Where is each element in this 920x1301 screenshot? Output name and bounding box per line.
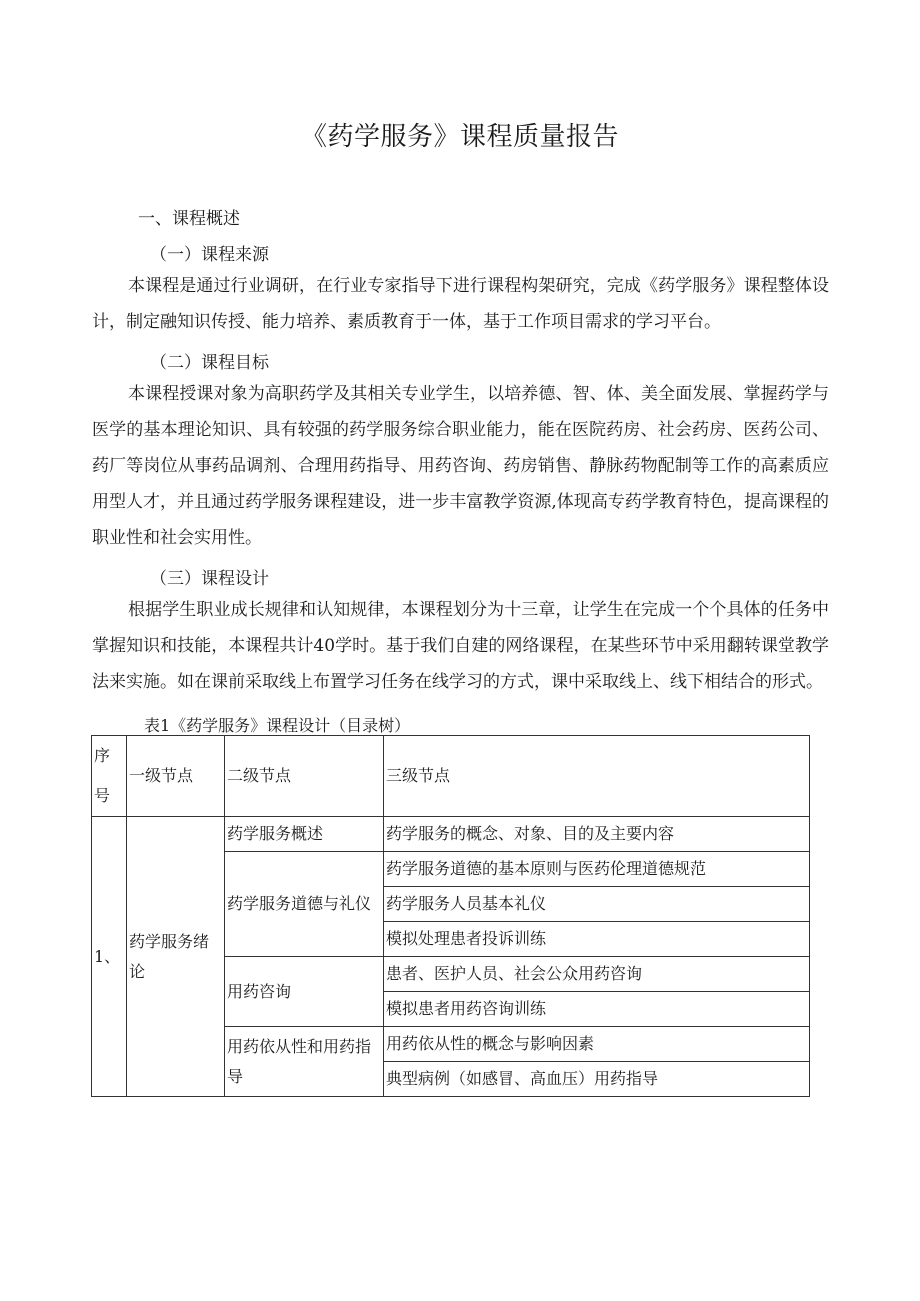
cell-level2: 用药依从性和用药指导 [225, 1027, 384, 1097]
document-title: 《药学服务》课程质量报告 [300, 122, 619, 152]
course-design-table [91, 735, 810, 1097]
header-level1: 一级节点 [127, 736, 225, 817]
table-row [92, 817, 810, 852]
cell-level3: 模拟患者用药咨询训练 [384, 992, 810, 1027]
cell-level1: 药学服务绪论 [127, 817, 225, 1097]
table-header-row [92, 736, 810, 817]
table-caption: 表1《药学服务》课程设计（目录树） [144, 716, 411, 735]
paragraph-course-design: 根据学生职业成长规律和认知规律，本课程划分为十三章，让学生在完成一个个具体的任务中掌握知识和技能，本课程共计40学时。基于我们自建的网络课程，在某些环节中采用翻转课堂教学法来实施。如在课前采取线上布置学习任务在线学习的方式，课中采取线上、线下相结合的形式。 [92, 600, 829, 692]
cell-level3: 药学服务人员基本礼仪 [384, 887, 810, 922]
subheading-course-source: （一）课程来源 [150, 245, 269, 265]
header-level3: 三级节点 [384, 736, 810, 817]
cell-level3: 典型病例（如感冒、高血压）用药指导 [384, 1062, 810, 1097]
cell-level3: 模拟处理患者投诉训练 [384, 922, 810, 957]
header-level2: 二级节点 [225, 736, 384, 817]
subheading-course-goal: （二）课程目标 [150, 353, 269, 373]
subheading-course-design: （三）课程设计 [150, 569, 269, 589]
cell-level2: 药学服务道德与礼仪 [225, 852, 384, 957]
cell-level2: 药学服务概述 [225, 817, 384, 852]
cell-level3: 用药依从性的概念与影响因素 [384, 1027, 810, 1062]
section-heading-overview: 一、课程概述 [138, 209, 240, 229]
cell-level3: 药学服务的概念、对象、目的及主要内容 [384, 817, 810, 852]
cell-level3: 患者、医护人员、社会公众用药咨询 [384, 957, 810, 992]
cell-seq: 1、 [92, 817, 127, 1097]
paragraph-course-goal: 本课程授课对象为高职药学及其相关专业学生，以培养德、智、体、美全面发展、掌握药学与医学的基本理论知识、具有较强的药学服务综合职业能力，能在医院药房、社会药房、医药公司、药厂等岗位从事药品调剂、合理用药指导、用药咨询、药房销售、静脉药物配制等工作的高素质应用型人才，并且通过药学服务课程建设，进一步丰富教学资源,体现高专药学教育特色，提高课程的职业性和社会实用性。 [92, 384, 829, 548]
paragraph-course-source: 本课程是通过行业调研，在行业专家指导下进行课程构架研究，完成《药学服务》课程整体设计，制定融知识传授、能力培养、素质教育于一体，基于工作项目需求的学习平台。 [92, 276, 829, 332]
header-seq: 序号 [92, 736, 127, 817]
cell-level3: 药学服务道德的基本原则与医药伦理道德规范 [384, 852, 810, 887]
cell-level2: 用药咨询 [225, 957, 384, 1027]
